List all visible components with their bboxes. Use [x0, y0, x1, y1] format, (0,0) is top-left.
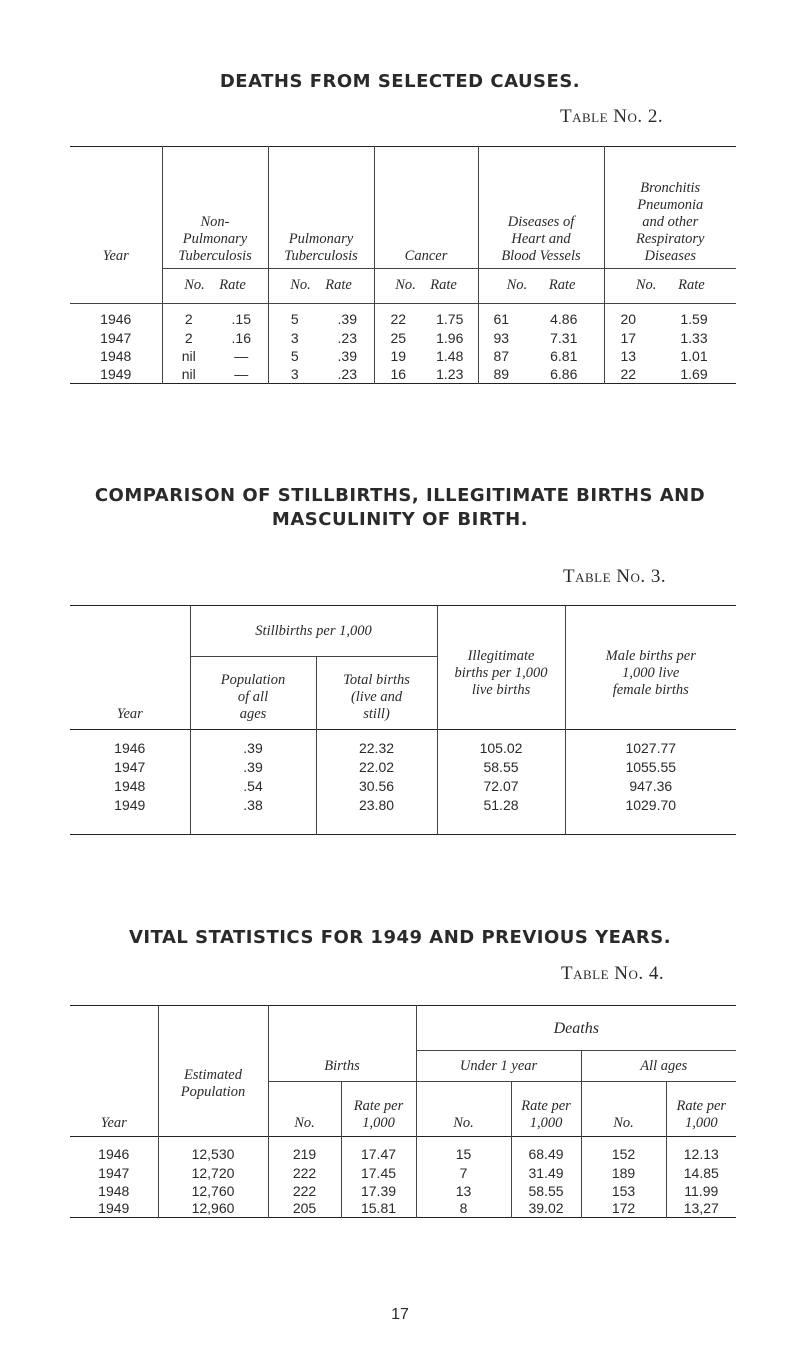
table-cell: 3: [268, 365, 321, 383]
table-cell: 51.28: [437, 796, 565, 815]
table-cell: 25: [374, 329, 422, 347]
table-cell: 1.96: [436, 330, 464, 346]
table2-row-year: 1949: [100, 365, 132, 382]
table-cell: 152: [581, 1137, 666, 1164]
table-cell: 222: [268, 1164, 341, 1182]
table3-row-year: 1949: [114, 797, 146, 813]
table-cell: 1.48: [436, 348, 464, 364]
table4-allages-header: All ages: [581, 1051, 736, 1082]
table3-stillbirths-header: Stillbirths per 1,000: [190, 606, 437, 657]
table-cell: 6.81: [550, 348, 578, 364]
table-cell: .23: [337, 330, 357, 346]
table-cell: 89: [478, 365, 524, 383]
table-cell: nil: [162, 365, 215, 383]
table-cell: 1.69: [680, 365, 708, 382]
table-cell: .39: [190, 758, 316, 777]
table3-year-header: Year: [116, 706, 143, 722]
table4-row-year: 1946: [98, 1145, 130, 1162]
table2: [70, 146, 736, 384]
table-cell: 23.80: [316, 796, 437, 815]
table4-body: [70, 1137, 736, 1218]
table-cell: 58.55: [511, 1182, 581, 1200]
table4-under1-header: Under 1 year: [416, 1051, 581, 1082]
table-cell: .16: [231, 330, 251, 346]
table-cell: 1.75: [436, 311, 464, 327]
table2-col-pulm-tb: Pulmonary Tuberculosis: [268, 147, 374, 269]
table4-section-title: VITAL STATISTICS FOR 1949 AND PREVIOUS YEARS.: [128, 927, 672, 948]
table4-under1-no: No.: [416, 1082, 511, 1137]
table2-year-header: Year: [102, 248, 129, 264]
table-cell: 22: [604, 365, 652, 383]
table2-col-nonpulm-tb: Non- Pulmonary Tuberculosis: [162, 147, 268, 269]
table-cell: 1.59: [680, 311, 708, 327]
table-cell: 17.45: [341, 1164, 416, 1182]
table-cell: 8: [416, 1200, 511, 1218]
table-cell: 153: [581, 1182, 666, 1200]
table-cell: 72.07: [437, 777, 565, 796]
table-cell: 20: [604, 303, 652, 329]
table-cell: 15.81: [341, 1200, 416, 1218]
table3-row-year: 1946: [114, 739, 146, 756]
table-cell: 11.99: [666, 1182, 736, 1200]
table-cell: 61: [478, 303, 524, 329]
table-cell: 1.23: [436, 365, 464, 382]
table-cell: .54: [190, 777, 316, 796]
table2-row-year: 1948: [100, 348, 132, 364]
table4-deaths-header: Deaths: [416, 1006, 736, 1051]
table2-sub-cancer: No. Rate: [374, 268, 478, 303]
table-cell: 13,27: [666, 1200, 736, 1218]
table-cell: 17.47: [341, 1137, 416, 1164]
table-cell: 7: [416, 1164, 511, 1182]
table-cell: 16: [374, 365, 422, 383]
table4-under1-rate: Rate per 1,000: [511, 1082, 581, 1137]
table4: [70, 1005, 736, 1218]
table-cell: 13: [416, 1182, 511, 1200]
table-cell: 13: [604, 347, 652, 365]
table-cell: 172: [581, 1200, 666, 1218]
table-cell: 68.49: [511, 1137, 581, 1164]
table4-allages-no: No.: [581, 1082, 666, 1137]
table3-label: Table No. 3.: [563, 566, 667, 587]
table2-row-year: 1946: [100, 311, 132, 327]
table2-label: Table No. 2.: [560, 106, 664, 127]
table-cell: 19: [374, 347, 422, 365]
table2-sub-nonpulm: No. Rate: [162, 268, 268, 303]
table-cell: 3: [268, 329, 321, 347]
table2-sub-pulm: No. Rate: [268, 268, 374, 303]
table-cell: 30.56: [316, 777, 437, 796]
table2-col-cancer: Cancer: [374, 147, 478, 269]
table3-col-total-births: Total births (live and still): [316, 657, 437, 730]
table3-col-illegitimate: Illegitimate births per 1,000 live births: [437, 606, 565, 730]
table4-allages-rate: Rate per 1,000: [666, 1082, 736, 1137]
table-cell: 7.31: [550, 330, 578, 346]
table-cell: 105.02: [437, 730, 565, 758]
page-number: 17: [391, 1306, 409, 1323]
table4-births-rate: Rate per 1,000: [341, 1082, 416, 1137]
table2-sub-bronchitis: No. Rate: [604, 268, 736, 303]
table-cell: 17: [604, 329, 652, 347]
table-cell: 39.02: [511, 1200, 581, 1218]
table-cell: 1029.70: [565, 796, 736, 815]
table-cell: 15: [416, 1137, 511, 1164]
table3-col-male: Male births per 1,000 live female births: [565, 606, 736, 730]
table-cell: 4.86: [550, 311, 578, 327]
table-cell: 219: [268, 1137, 341, 1164]
table-cell: 12,760: [158, 1182, 268, 1200]
table-cell: 31.49: [511, 1164, 581, 1182]
table4-births-header: Births: [268, 1006, 416, 1082]
table3: [70, 605, 736, 835]
table-cell: —: [234, 348, 249, 364]
table3-body: [70, 730, 736, 835]
table-cell: .39: [190, 730, 316, 758]
table-cell: 1.33: [680, 330, 708, 346]
table-cell: 22: [374, 303, 422, 329]
table-cell: 12.13: [666, 1137, 736, 1164]
table-cell: 5: [268, 303, 321, 329]
table3-col-population: Population of all ages: [190, 657, 316, 730]
table-cell: —: [234, 365, 249, 382]
table-cell: 93: [478, 329, 524, 347]
table-cell: 947.36: [565, 777, 736, 796]
table4-label: Table No. 4.: [561, 963, 665, 984]
table-cell: .39: [337, 348, 357, 364]
table-cell: 14.85: [666, 1164, 736, 1182]
table-cell: 2: [162, 329, 215, 347]
table-cell: 189: [581, 1164, 666, 1182]
table2-row-year: 1947: [100, 330, 132, 346]
table3-section-title: COMPARISON OF STILLBIRTHS, ILLEGITIMATE BIRTHS AND MASCULINITY OF BIRTH.: [94, 485, 706, 530]
table3-row-year: 1948: [114, 778, 146, 794]
table-cell: .15: [231, 311, 251, 327]
table-cell: 22.32: [316, 730, 437, 758]
table2-col-heart: Diseases of Heart and Blood Vessels: [478, 147, 604, 269]
table-cell: 1.01: [680, 348, 708, 364]
table4-row-year: 1947: [98, 1164, 130, 1181]
table-cell: 22.02: [316, 758, 437, 777]
table-cell: 87: [478, 347, 524, 365]
table-cell: 6.86: [550, 365, 578, 382]
table4-row-year: 1949: [98, 1200, 130, 1217]
table-cell: nil: [162, 347, 215, 365]
table3-row-year: 1947: [114, 759, 146, 775]
table-cell: 58.55: [437, 758, 565, 777]
table-cell: .39: [337, 311, 357, 327]
table-cell: 1055.55: [565, 758, 736, 777]
table2-sub-heart: No. Rate: [478, 268, 604, 303]
table4-year-header: Year: [100, 1115, 127, 1131]
table-cell: 1027.77: [565, 730, 736, 758]
table-cell: 12,530: [158, 1137, 268, 1164]
table-cell: 2: [162, 303, 215, 329]
table4-births-no: No.: [268, 1082, 341, 1137]
table2-col-bronchitis: Bronchitis Pneumonia and other Respiratory Diseases: [604, 147, 736, 269]
table4-population-header: Estimated Population: [158, 1006, 268, 1137]
table-cell: .38: [190, 796, 316, 815]
table4-row-year: 1948: [98, 1182, 130, 1199]
table-cell: .23: [337, 365, 357, 382]
table-cell: 12,960: [158, 1200, 268, 1218]
table-cell: 17.39: [341, 1182, 416, 1200]
table-cell: 5: [268, 347, 321, 365]
table2-body: [70, 303, 736, 383]
table-cell: 205: [268, 1200, 341, 1218]
table-cell: 12,720: [158, 1164, 268, 1182]
table2-section-title: DEATHS FROM SELECTED CAUSES.: [219, 71, 581, 92]
table-cell: 222: [268, 1182, 341, 1200]
